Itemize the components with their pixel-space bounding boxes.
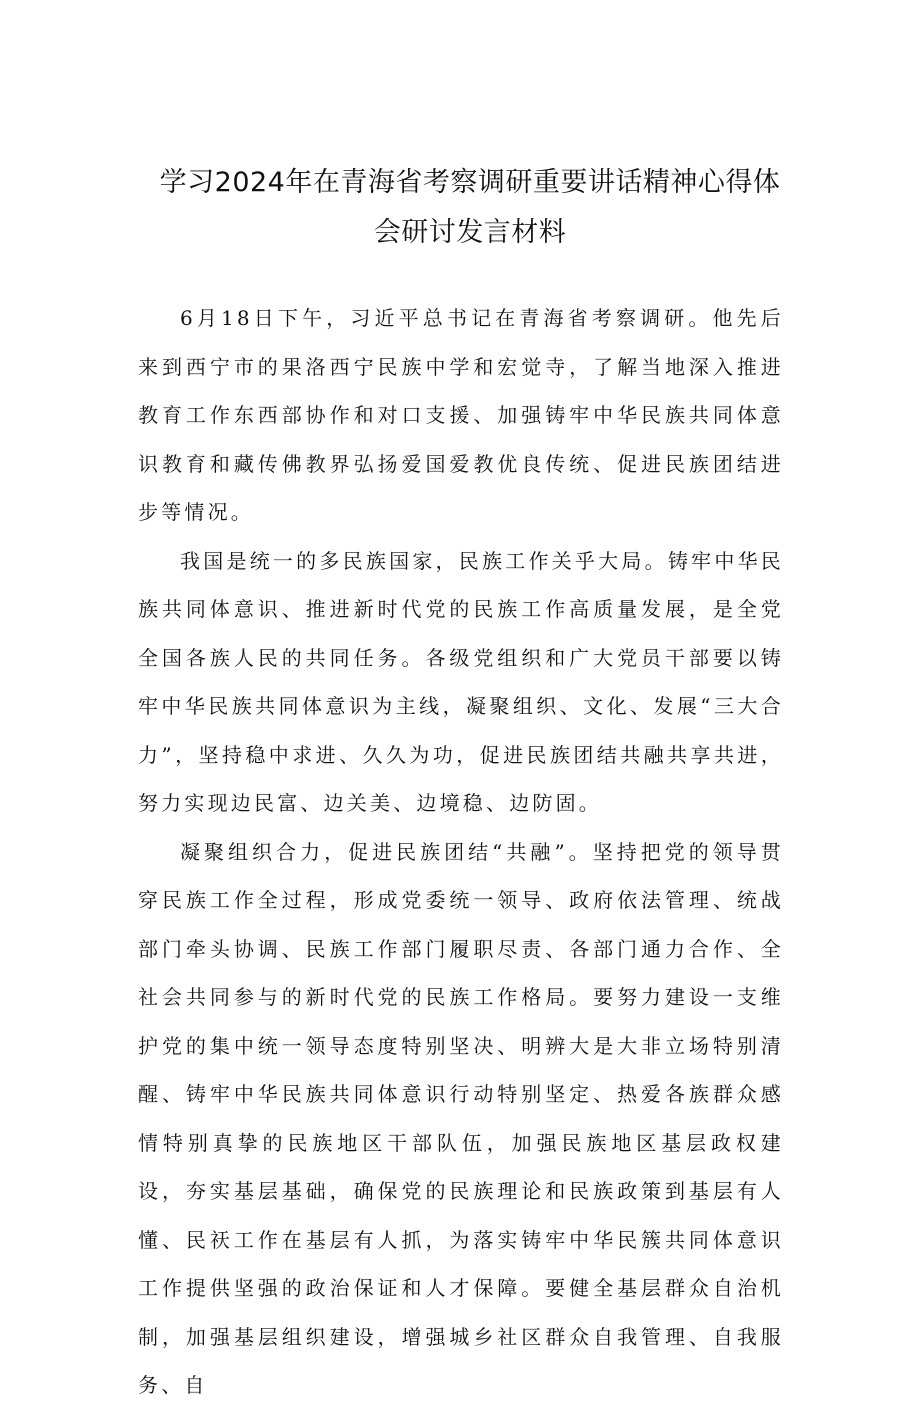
document-body	[138, 294, 784, 1410]
paragraph-3: 凝聚组织合力，促进民族团结“共融”。坚持把党的领导贯穿民族工作全过程，形成党委统一领导、政府依法管理、统战部门牵头协调、民族工作部门履职尽责、各部门通力合作、全社会共同参与的新时代党的民族工作格局。要努力建设一支维护党的集中统一领导态度特别坚决、明辨大是大非立场特别清醒、铸牢中华民族共同体意识行动特别坚定、热爱各族群众感情特别真挚的民族地区干部队伍，加强民族地区基层政权建设，夯实基层基础，确保党的民族理论和民族政策到基层有人懂、民祆工作在基层有人抓，为落实铸牢中华民簇共同体意识工作提供坚强的政治保证和人才保障。要健全基层群众自治机制，加强基层组织建设，增强城乡社区群众自我管理、自我服务、自	[138, 839, 784, 1397]
paragraph-1: 6月18日下午，习近平总书记在青海省考察调研。他先后来到西宁市的果洛西宁民族中学和宏觉寺，了解当地深入推进教育工作东西部协作和对口支援、加强铸牢中华民族共同体意识教育和藏传佛教界弘扬爱国爱教优良传统、促进民族团结进步等情况。	[138, 306, 784, 524]
paragraph-2: 我国是统一的多民族国家，民族工作关乎大局。铸牢中华民族共同体意识、推进新时代党的民族工作高质量发展，是全党全国各族人民的共同任务。各级党组织和广大党员干部要以铸牢中华民族共同体意识为主线，凝聚组织、文化、发展“三大合力”，坚持稳中求进、久久为功，促进民族团结共融共享共进，努力实现边民富、边关美、边境稳、边防固。	[138, 548, 784, 815]
document-title: 学习2024年在青海省考察调研重要讲话精神心得体会研讨发言材料	[159, 167, 781, 248]
